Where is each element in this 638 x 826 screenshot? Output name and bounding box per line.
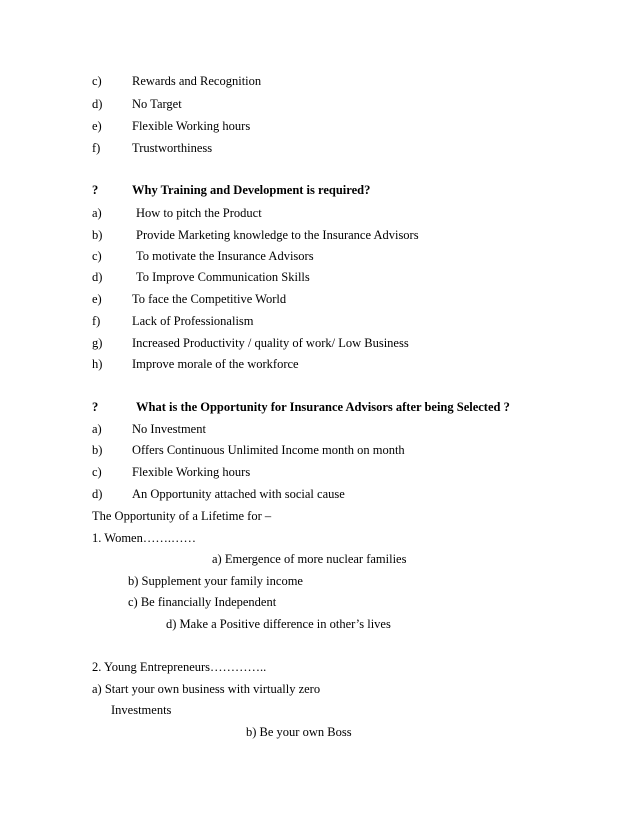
women-item-c: c) Be financially Independent — [128, 595, 277, 609]
list-item-label: b) — [92, 228, 103, 242]
list-item-text: An Opportunity attached with social cause — [132, 487, 345, 501]
women-heading: 1. Women…….…… — [92, 531, 196, 545]
list-item-label: f) — [92, 314, 101, 328]
list-item-label: e) — [92, 292, 102, 306]
list-item-text: Offers Continuous Unlimited Income month on month — [132, 443, 405, 457]
list-item-label: c) — [92, 465, 102, 479]
women-item-a: a) Emergence of more nuclear families — [212, 552, 407, 566]
list-item-label: b) — [92, 443, 103, 457]
list-item-text: No Investment — [132, 422, 206, 436]
list-item-text: To Improve Communication Skills — [136, 270, 310, 284]
list-item-label: g) — [92, 336, 103, 350]
list-item-label: c) — [92, 249, 102, 263]
list-item-label: f) — [92, 141, 101, 155]
list-item-text: Provide Marketing knowledge to the Insurance Advisors — [136, 228, 419, 242]
section-marker: ? — [92, 400, 99, 414]
list-item-text: Flexible Working hours — [132, 465, 251, 479]
entrepreneurs-item-a-continued: Investments — [111, 703, 172, 717]
lifetime-intro: The Opportunity of a Lifetime for – — [92, 509, 272, 523]
list-item-text: Trustworthiness — [132, 141, 213, 155]
women-item-d: d) Make a Positive difference in other’s lives — [166, 617, 391, 631]
entrepreneurs-heading: 2. Young Entrepreneurs………….. — [92, 660, 267, 674]
entrepreneurs-item-b: b) Be your own Boss — [246, 725, 352, 739]
list-item-label: e) — [92, 119, 102, 133]
list-item-label: a) — [92, 206, 102, 220]
list-item-text: Increased Productivity / quality of work/ Low Business — [132, 336, 409, 350]
list-item-text: Improve morale of the workforce — [132, 357, 299, 371]
list-item-text: Rewards and Recognition — [132, 74, 262, 88]
women-item-b: b) Supplement your family income — [128, 574, 303, 588]
list-item-label: a) — [92, 422, 102, 436]
entrepreneurs-item-a: a) Start your own business with virtually zero — [92, 682, 321, 696]
list-item-label: d) — [92, 97, 103, 111]
list-item-label: d) — [92, 270, 103, 284]
list-item-label: c) — [92, 74, 102, 88]
list-item-label: h) — [92, 357, 103, 371]
list-item-text: No Target — [132, 97, 182, 111]
list-item-label: d) — [92, 487, 103, 501]
list-item-text: Flexible Working hours — [132, 119, 251, 133]
section-heading-text: What is the Opportunity for Insurance Advisors after being Selected ? — [136, 400, 510, 414]
list-item-text: Lack of Professionalism — [132, 314, 254, 328]
list-item-text: To face the Competitive World — [132, 292, 287, 306]
section-heading-text: Why Training and Development is required? — [132, 183, 371, 197]
list-item-text: To motivate the Insurance Advisors — [136, 249, 314, 263]
list-item-text: How to pitch the Product — [136, 206, 262, 220]
section-marker: ? — [92, 183, 99, 197]
